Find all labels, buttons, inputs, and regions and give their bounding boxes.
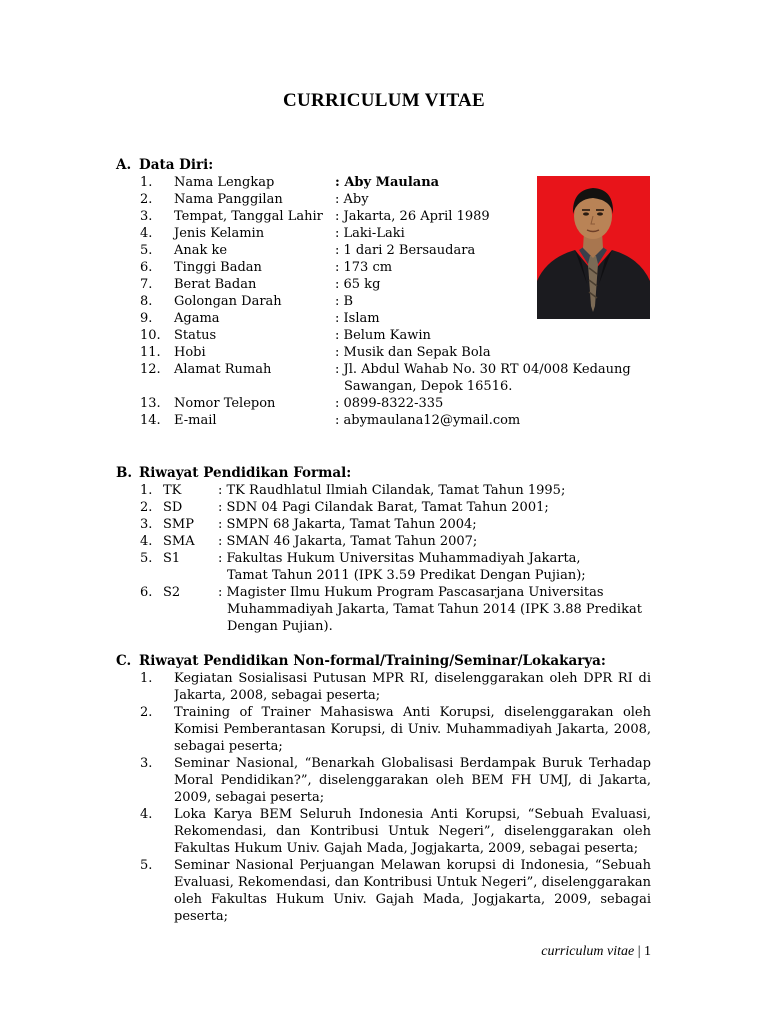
training-entry-line: Training of Trainer Mahasiswa Anti Korupsi, diselenggarakan oleh xyxy=(174,705,651,720)
training-entry-line: sebagai peserta; xyxy=(174,739,283,754)
training-entry xyxy=(174,755,651,806)
footer-separator: | xyxy=(637,944,641,959)
field-label: Alamat Rumah xyxy=(174,362,272,377)
field-label: Jenis Kelamin xyxy=(174,226,265,241)
education-row-continued xyxy=(0,567,768,584)
row-number: 6. xyxy=(140,585,153,600)
education-detail: : SDN 04 Pagi Cilandak Barat, Tamat Tahun 2001; xyxy=(218,500,549,515)
row-number: 6. xyxy=(140,260,153,275)
row-number: 5. xyxy=(140,551,153,566)
field-label: Nomor Telepon xyxy=(174,396,276,411)
row-number: 13. xyxy=(140,396,161,411)
personal-data-row-continued xyxy=(0,378,768,395)
row-number: 1. xyxy=(140,175,153,190)
education-level: TK xyxy=(163,483,182,498)
row-number: 14. xyxy=(140,413,161,428)
row-number: 3. xyxy=(140,209,153,224)
field-value: : Jl. Abdul Wahab No. 30 RT 04/008 Kedaung xyxy=(335,362,631,377)
field-value: : Jakarta, 26 April 1989 xyxy=(335,209,490,224)
row-number: 9. xyxy=(140,311,153,326)
field-label: Tempat, Tanggal Lahir xyxy=(174,209,323,224)
field-label: Tinggi Badan xyxy=(174,260,262,275)
personal-data-row xyxy=(0,208,768,225)
page-footer xyxy=(541,944,651,960)
row-number: 5. xyxy=(140,243,153,258)
education-level: SD xyxy=(163,500,183,515)
row-number: 8. xyxy=(140,294,153,309)
training-entry xyxy=(174,806,651,857)
education-row-continued xyxy=(0,601,768,618)
education-row xyxy=(0,499,768,516)
education-detail: : TK Raudhlatul Ilmiah Cilandak, Tamat Tahun 1995; xyxy=(218,483,566,498)
page-title: CURRICULUM VITAE xyxy=(282,90,486,111)
row-number: 2. xyxy=(140,500,153,515)
section-a-letter: A. xyxy=(116,157,132,173)
training-entry-line: Seminar Nasional, “Benarkah Globalisasi Berdampak Buruk Terhadap xyxy=(174,756,651,771)
personal-data-row xyxy=(0,412,768,429)
footer-label: curriculum vitae xyxy=(541,944,635,959)
education-level: SMA xyxy=(163,534,195,549)
section-c-heading xyxy=(116,653,606,669)
field-value: : abymaulana12@ymail.com xyxy=(335,413,521,428)
row-number: 3. xyxy=(140,756,153,771)
education-detail: : Magister Ilmu Hukum Program Pascasarjana Universitas xyxy=(218,585,604,600)
section-a-title: Data Diri: xyxy=(139,157,214,173)
training-entry xyxy=(174,857,651,925)
training-entry-line: Evaluasi, Rekomendasi, dan Kontribusi Untuk Negeri”, diselenggarakan xyxy=(174,875,651,890)
education-detail: Muhammadiyah Jakarta, Tamat Tahun 2014 (IPK 3.88 Predikat xyxy=(227,602,642,617)
personal-data-row xyxy=(0,225,768,242)
field-value: : 173 cm xyxy=(335,260,393,275)
education-row xyxy=(0,533,768,550)
field-value: : 0899-8322-335 xyxy=(335,396,444,411)
education-detail: : Fakultas Hukum Universitas Muhammadiyah Jakarta, xyxy=(218,551,581,566)
personal-data-row xyxy=(0,242,768,259)
row-number: 2. xyxy=(140,192,153,207)
field-label: E-mail xyxy=(174,413,217,428)
field-value: : Islam xyxy=(335,311,380,326)
field-value: : Aby xyxy=(335,192,369,207)
training-entry-line: Fakultas Hukum Univ. Gajah Mada, Jogjakarta, 2009, sebagai peserta; xyxy=(174,841,639,856)
page-number: 1 xyxy=(644,944,651,959)
personal-data-row xyxy=(0,259,768,276)
field-value: : 65 kg xyxy=(335,277,381,292)
education-row xyxy=(0,550,768,567)
row-number: 12. xyxy=(140,362,161,377)
person-portrait-image xyxy=(537,176,650,319)
row-number: 5. xyxy=(140,858,153,873)
row-number: 3. xyxy=(140,517,153,532)
row-number: 2. xyxy=(140,705,153,720)
profile-photo xyxy=(537,176,650,319)
personal-data-row xyxy=(0,310,768,327)
row-number: 10. xyxy=(140,328,161,343)
education-detail: : SMPN 68 Jakarta, Tamat Tahun 2004; xyxy=(218,517,477,532)
personal-data-row xyxy=(0,174,768,191)
personal-data-row xyxy=(0,361,768,378)
training-entry-line: Komisi Pemberantasan Korupsi, di Univ. Muhammadiyah Jakarta, 2008, xyxy=(174,722,651,737)
training-entry-line: oleh Fakultas Hukum Univ. Gajah Mada, Jogjakarta, 2009, sebagai xyxy=(174,892,651,907)
field-value: : Aby Maulana xyxy=(335,175,440,190)
education-level: S2 xyxy=(163,585,181,600)
education-row xyxy=(0,516,768,533)
personal-data-row xyxy=(0,293,768,310)
row-number: 4. xyxy=(140,534,153,549)
field-value-continued: Sawangan, Depok 16516. xyxy=(344,379,513,394)
row-number: 11. xyxy=(140,345,161,360)
row-number: 1. xyxy=(140,483,153,498)
section-b-heading xyxy=(116,465,351,481)
training-entry-line: Seminar Nasional Perjuangan Melawan korupsi di Indonesia, “Sebuah xyxy=(174,858,651,873)
field-label: Hobi xyxy=(174,345,206,360)
personal-data-row xyxy=(0,191,768,208)
row-number: 4. xyxy=(140,807,153,822)
field-value: : Musik dan Sepak Bola xyxy=(335,345,491,360)
education-detail: Dengan Pujian). xyxy=(227,619,333,634)
training-entry-line: Rekomendasi, dan Kontribusi Untuk Negeri”, diselenggarakan oleh xyxy=(174,824,651,839)
education-row xyxy=(0,584,768,601)
section-b-title: Riwayat Pendidikan Formal: xyxy=(139,465,352,481)
training-entry-line: Kegiatan Sosialisasi Putusan MPR RI, diselenggarakan oleh DPR RI di xyxy=(174,671,651,686)
training-entry xyxy=(174,670,651,704)
field-label: Nama Lengkap xyxy=(174,175,275,190)
education-level: S1 xyxy=(163,551,181,566)
training-entry-line: Jakarta, 2008, sebagai peserta; xyxy=(174,688,381,703)
field-label: Anak ke xyxy=(174,243,228,258)
field-label: Berat Badan xyxy=(174,277,257,292)
field-value: : Laki-Laki xyxy=(335,226,405,241)
personal-data-row xyxy=(0,276,768,293)
training-entry-line: 2009, sebagai peserta; xyxy=(174,790,325,805)
training-entry-line: Moral Pendidikan?”, diselenggarakan oleh BEM FH UMJ, di Jakarta, xyxy=(174,773,651,788)
section-c-letter: C. xyxy=(116,653,132,669)
field-value: : 1 dari 2 Bersaudara xyxy=(335,243,476,258)
education-row-continued xyxy=(0,618,768,635)
row-number: 7. xyxy=(140,277,153,292)
field-label: Status xyxy=(174,328,217,343)
personal-data-row xyxy=(0,344,768,361)
field-value: : B xyxy=(335,294,354,309)
education-detail: Tamat Tahun 2011 (IPK 3.59 Predikat Dengan Pujian); xyxy=(227,568,586,583)
training-entry xyxy=(174,704,651,755)
section-b-letter: B. xyxy=(116,465,133,481)
training-entry-line: Loka Karya BEM Seluruh Indonesia Anti Korupsi, “Sebuah Evaluasi, xyxy=(174,807,651,822)
education-detail: : SMAN 46 Jakarta, Tamat Tahun 2007; xyxy=(218,534,478,549)
row-number: 1. xyxy=(140,671,153,686)
education-level: SMP xyxy=(163,517,194,532)
education-row xyxy=(0,482,768,499)
section-c-title: Riwayat Pendidikan Non-formal/Training/Seminar/Lokakarya: xyxy=(139,653,606,669)
field-value: : Belum Kawin xyxy=(335,328,431,343)
row-number: 4. xyxy=(140,226,153,241)
field-label: Agama xyxy=(174,311,220,326)
training-entry-line: peserta; xyxy=(174,909,228,924)
personal-data-row xyxy=(0,327,768,344)
personal-data-row xyxy=(0,395,768,412)
field-label: Nama Panggilan xyxy=(174,192,283,207)
field-label: Golongan Darah xyxy=(174,294,282,309)
section-a-heading xyxy=(116,157,213,173)
